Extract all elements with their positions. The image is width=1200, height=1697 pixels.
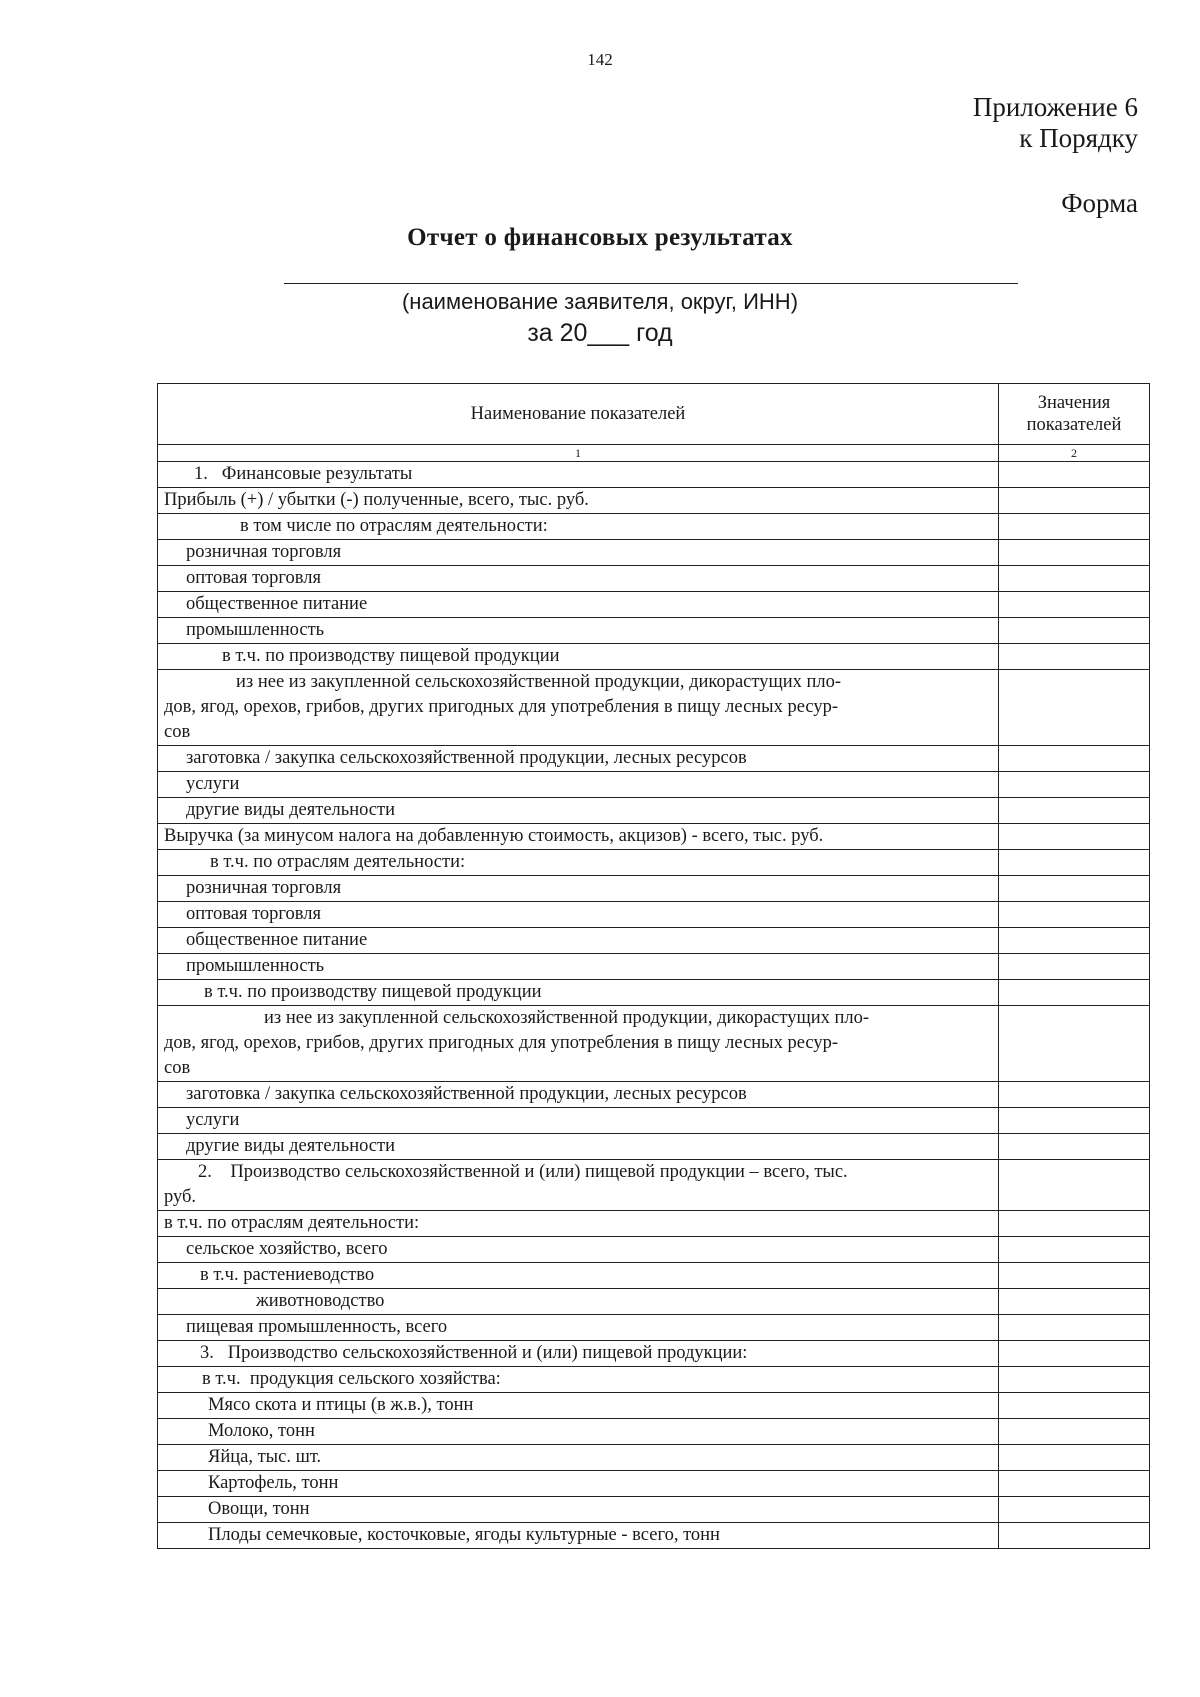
indicator-label: дов, ягод, орехов, грибов, других пригодных для употребления в пищу лесных ресур- (164, 1033, 839, 1053)
indicator-value-cell[interactable] (999, 1497, 1150, 1523)
indicator-name-cell (158, 1393, 999, 1419)
table-row (158, 824, 1150, 850)
column-number-2: 2 (999, 445, 1150, 462)
indicator-value-cell[interactable] (999, 1263, 1150, 1289)
table-row (158, 462, 1150, 488)
indicator-label: в т.ч. по производству пищевой продукции (222, 646, 560, 666)
table-row (158, 1082, 1150, 1108)
indicator-label: пищевая промышленность, всего (186, 1317, 448, 1337)
table-row (158, 566, 1150, 592)
indicator-label: промышленность (186, 956, 325, 976)
appendix-label (973, 92, 1138, 154)
report-year-line: за 20___ год (527, 319, 673, 347)
indicator-value-cell[interactable] (999, 1211, 1150, 1237)
table-body (158, 462, 1150, 1549)
indicator-value-cell[interactable] (999, 644, 1150, 670)
indicator-value-cell[interactable] (999, 1393, 1150, 1419)
table-row (158, 1134, 1150, 1160)
table-row (158, 746, 1150, 772)
indicator-name-cell (158, 462, 999, 488)
indicator-name-cell (158, 592, 999, 618)
indicator-value-cell[interactable] (999, 1134, 1150, 1160)
indicator-name-cell (158, 1419, 999, 1445)
table-row (158, 1445, 1150, 1471)
indicator-name-cell (158, 1211, 999, 1237)
indicator-value-cell[interactable] (999, 1341, 1150, 1367)
indicator-name-cell (158, 670, 999, 746)
indicator-name-cell (158, 954, 999, 980)
table-row (158, 488, 1150, 514)
indicator-name-cell (158, 514, 999, 540)
indicator-value-cell[interactable] (999, 592, 1150, 618)
indicator-name-cell (158, 798, 999, 824)
indicator-name-cell (158, 1367, 999, 1393)
indicator-label: другие виды деятельности (186, 800, 396, 820)
header-value-line-2: показателей (1026, 415, 1122, 435)
indicator-value-cell[interactable] (999, 1082, 1150, 1108)
form-label: Форма (1061, 188, 1138, 218)
table-row (158, 1497, 1150, 1523)
indicator-value-cell[interactable] (999, 1471, 1150, 1497)
indicator-label: Мясо скота и птицы (в ж.в.), тонн (208, 1395, 474, 1415)
indicator-label: услуги (186, 1110, 240, 1130)
indicator-label: оптовая торговля (186, 568, 322, 588)
table-row (158, 1523, 1150, 1549)
table-row (158, 1289, 1150, 1315)
indicator-name-cell (158, 772, 999, 798)
table-row (158, 876, 1150, 902)
document-title: Отчет о финансовых результатах (407, 224, 793, 251)
indicator-label: в т.ч. по производству пищевой продукции (204, 982, 542, 1002)
indicator-label: Плоды семечковые, косточковые, ягоды культурные - всего, тонн (208, 1525, 720, 1545)
indicator-value-cell[interactable] (999, 514, 1150, 540)
indicator-label: Молоко, тонн (208, 1421, 315, 1441)
indicator-label: розничная торговля (186, 542, 342, 562)
table-row (158, 928, 1150, 954)
table-row (158, 644, 1150, 670)
table-row (158, 980, 1150, 1006)
table-row (158, 1160, 1150, 1211)
indicator-label: в т.ч. по отраслям деятельности: (210, 852, 466, 872)
indicator-label: заготовка / закупка сельскохозяйственной продукции, лесных ресурсов (186, 1084, 747, 1104)
applicant-name-line (284, 283, 1018, 284)
indicator-label: промышленность (186, 620, 325, 640)
header-indicator-name: Наименование показателей (158, 384, 999, 445)
indicator-value-cell[interactable] (999, 876, 1150, 902)
table-row (158, 1315, 1150, 1341)
indicator-name-cell (158, 824, 999, 850)
indicator-name-cell (158, 1160, 999, 1211)
indicator-label: сов (164, 1058, 191, 1078)
column-number-row (158, 445, 1150, 462)
indicator-value-cell[interactable] (999, 1523, 1150, 1549)
indicator-label: Овощи, тонн (208, 1499, 310, 1519)
indicator-value-cell[interactable] (999, 488, 1150, 514)
column-number-1: 1 (158, 445, 999, 462)
table-row (158, 954, 1150, 980)
indicator-label: сов (164, 722, 191, 742)
table-row (158, 902, 1150, 928)
indicator-label: в т.ч. по отраслям деятельности: (164, 1213, 420, 1233)
header-indicator-value (999, 384, 1150, 445)
table-row (158, 1367, 1150, 1393)
indicator-label: в том числе по отраслям деятельности: (240, 516, 548, 536)
indicator-name-cell (158, 1289, 999, 1315)
indicator-label: Яйца, тыс. шт. (208, 1447, 322, 1467)
table-row (158, 1006, 1150, 1082)
indicator-value-cell[interactable] (999, 798, 1150, 824)
table-row (158, 1211, 1150, 1237)
indicator-value-cell[interactable] (999, 850, 1150, 876)
table-row (158, 1471, 1150, 1497)
indicator-label: из нее из закупленной сельскохозяйственной продукции, дикорастущих пло- (236, 672, 842, 692)
indicator-label: Выручка (за минусом налога на добавленную стоимость, акцизов) - всего, тыс. руб. (164, 826, 824, 846)
indicator-label: в т.ч. растениеводство (200, 1265, 375, 1285)
table-row (158, 1341, 1150, 1367)
indicator-name-cell (158, 1445, 999, 1471)
indicator-name-cell (158, 928, 999, 954)
indicator-name-cell (158, 644, 999, 670)
indicator-label: другие виды деятельности (186, 1136, 396, 1156)
indicator-value-cell[interactable] (999, 1289, 1150, 1315)
indicator-label: Картофель, тонн (208, 1473, 339, 1493)
indicator-name-cell (158, 566, 999, 592)
table-row (158, 1393, 1150, 1419)
appendix-line-2: к Порядку (1019, 123, 1138, 153)
indicator-name-cell (158, 1263, 999, 1289)
page-number: 142 (587, 50, 613, 69)
indicator-label: дов, ягод, орехов, грибов, других пригодных для употребления в пищу лесных ресур- (164, 697, 839, 717)
indicator-value-cell[interactable] (999, 902, 1150, 928)
table-header-row (158, 384, 1150, 445)
table-row (158, 592, 1150, 618)
indicator-value-cell[interactable] (999, 746, 1150, 772)
financial-results-table (157, 383, 1150, 1549)
indicator-value-cell[interactable] (999, 1315, 1150, 1341)
indicator-name-cell (158, 618, 999, 644)
indicator-value-cell[interactable] (999, 566, 1150, 592)
indicator-name-cell (158, 902, 999, 928)
indicator-label: общественное питание (186, 594, 368, 614)
indicator-label: оптовая торговля (186, 904, 322, 924)
indicator-name-cell (158, 980, 999, 1006)
indicator-label: Прибыль (+) / убытки (-) полученные, всего, тыс. руб. (164, 490, 589, 510)
indicator-label: услуги (186, 774, 240, 794)
indicator-value-cell[interactable] (999, 1006, 1150, 1082)
table-row (158, 1108, 1150, 1134)
table-row (158, 514, 1150, 540)
table-row (158, 798, 1150, 824)
indicator-label: 2. Производство сельскохозяйственной и (или) пищевой продукции – всего, тыс. (198, 1162, 848, 1182)
indicator-name-cell (158, 850, 999, 876)
indicator-name-cell (158, 746, 999, 772)
indicator-value-cell[interactable] (999, 670, 1150, 746)
table-row (158, 1419, 1150, 1445)
indicator-value-cell[interactable] (999, 1445, 1150, 1471)
indicator-name-cell (158, 1315, 999, 1341)
indicator-name-cell (158, 488, 999, 514)
indicator-label: из нее из закупленной сельскохозяйственной продукции, дикорастущих пло- (264, 1008, 870, 1028)
indicator-label: в т.ч. продукция сельского хозяйства: (202, 1369, 501, 1389)
indicator-value-cell[interactable] (999, 1108, 1150, 1134)
indicator-value-cell[interactable] (999, 1160, 1150, 1211)
applicant-name-caption: (наименование заявителя, округ, ИНН) (401, 289, 799, 314)
indicator-label: общественное питание (186, 930, 368, 950)
indicator-name-cell (158, 1108, 999, 1134)
indicator-name-cell (158, 1497, 999, 1523)
table-row (158, 540, 1150, 566)
table-row (158, 618, 1150, 644)
indicator-value-cell[interactable] (999, 772, 1150, 798)
indicator-label: розничная торговля (186, 878, 342, 898)
indicator-name-cell (158, 876, 999, 902)
indicator-value-cell[interactable] (999, 1237, 1150, 1263)
indicator-name-cell (158, 1134, 999, 1160)
indicator-value-cell[interactable] (999, 954, 1150, 980)
header-value-line-1: Значения (1037, 393, 1111, 413)
indicator-value-cell[interactable] (999, 824, 1150, 850)
appendix-line-1: Приложение 6 (972, 92, 1138, 122)
indicator-label: сельское хозяйство, всего (186, 1239, 388, 1259)
indicator-label: животноводство (256, 1291, 385, 1311)
indicator-name-cell (158, 1082, 999, 1108)
indicator-label: 1. Финансовые результаты (194, 464, 413, 484)
table-row (158, 1237, 1150, 1263)
indicator-name-cell (158, 1341, 999, 1367)
indicator-label: руб. (164, 1187, 197, 1207)
table-row (158, 670, 1150, 746)
indicator-name-cell (158, 1006, 999, 1082)
indicator-name-cell (158, 540, 999, 566)
indicator-value-cell[interactable] (999, 928, 1150, 954)
table-row (158, 850, 1150, 876)
table-row (158, 772, 1150, 798)
indicator-name-cell (158, 1237, 999, 1263)
indicator-name-cell (158, 1471, 999, 1497)
indicator-value-cell[interactable] (999, 462, 1150, 488)
table-row (158, 1263, 1150, 1289)
indicator-label: 3. Производство сельскохозяйственной и (или) пищевой продукции: (200, 1343, 748, 1363)
indicator-value-cell[interactable] (999, 1367, 1150, 1393)
indicator-name-cell (158, 1523, 999, 1549)
indicator-value-cell[interactable] (999, 618, 1150, 644)
indicator-value-cell[interactable] (999, 1419, 1150, 1445)
indicator-value-cell[interactable] (999, 540, 1150, 566)
indicator-label: заготовка / закупка сельскохозяйственной продукции, лесных ресурсов (186, 748, 747, 768)
indicator-value-cell[interactable] (999, 980, 1150, 1006)
